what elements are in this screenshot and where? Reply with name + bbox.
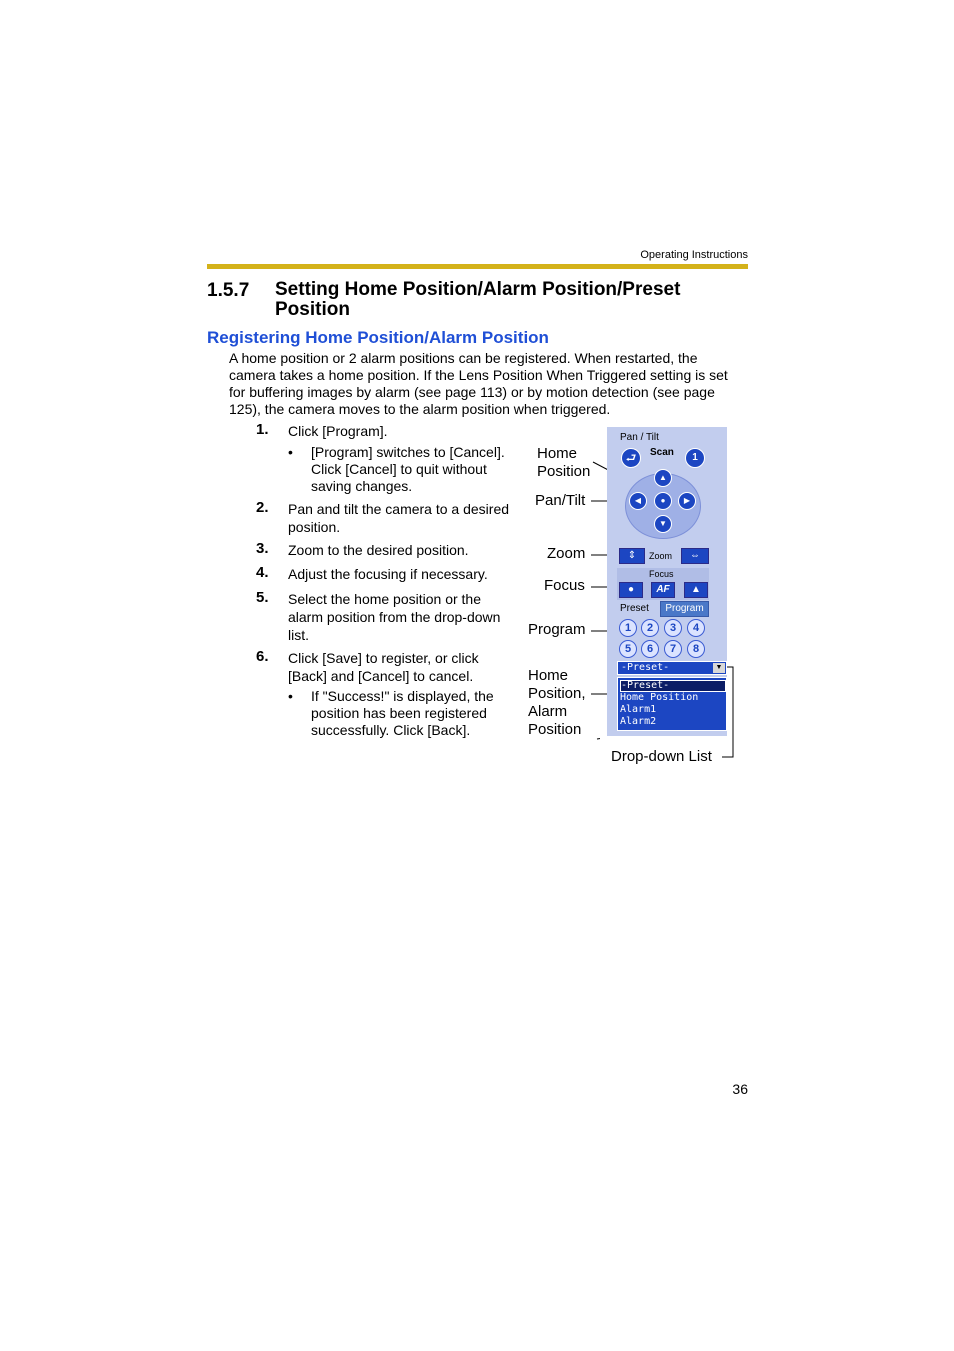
preset-2-button[interactable]: 2 xyxy=(641,619,659,637)
center-button[interactable] xyxy=(654,492,672,510)
zoom-tele-icon: ⇔ xyxy=(690,550,700,561)
callout-focus: Focus xyxy=(544,577,585,594)
bullet-text: If "Success!" is displayed, the position has been registered successfully. Click [Back]. xyxy=(311,688,494,738)
pan-tilt-label: Pan / Tilt xyxy=(620,432,659,443)
preset-5-button[interactable]: 5 xyxy=(619,640,637,658)
arrow-right-icon: ▶ xyxy=(683,496,691,505)
person-icon: ● xyxy=(627,584,635,595)
intro-paragraph: A home position or 2 alarm positions can be registered. When restarted, the camera takes a home position. If the Lens Position When Triggered setting is set for buffering images by alarm (see page 113) or by motion detection (see page 125), the camera moves to the alarm position when triggered. xyxy=(229,350,728,417)
dropdown-list xyxy=(617,677,727,731)
zoom-wide-button[interactable] xyxy=(619,548,645,564)
center-dot-icon: ● xyxy=(660,496,666,505)
zoom-wide-icon: ⇕ xyxy=(627,550,637,561)
return-arrow-icon: ⮐ xyxy=(625,451,637,465)
camera-control-panel xyxy=(607,427,727,739)
running-header: Operating Instructions xyxy=(640,249,748,261)
program-button[interactable]: Program xyxy=(660,601,709,617)
preset-6-button[interactable]: 6 xyxy=(641,640,659,658)
home-position-button[interactable] xyxy=(621,448,641,468)
zoom-tele-button[interactable] xyxy=(681,548,709,564)
bullet-mark: • xyxy=(288,688,293,704)
step-text: Select the home position or the alarm position from the drop-down list. xyxy=(288,591,501,643)
focus-label: Focus xyxy=(649,569,674,579)
preset-7-button[interactable]: 7 xyxy=(664,640,682,658)
callout-pan-tilt: Pan/Tilt xyxy=(535,492,586,509)
dropdown-arrow-icon[interactable]: ▼ xyxy=(713,663,725,673)
dropdown-selected-value: -Preset- xyxy=(621,662,670,673)
tilt-down-button[interactable] xyxy=(654,515,672,533)
dropdown-option[interactable]: -Preset- xyxy=(620,680,726,692)
step-number: 5. xyxy=(256,589,269,606)
step-text: Click [Program]. xyxy=(288,423,388,439)
focus-near-button[interactable] xyxy=(619,582,643,598)
arrow-down-icon: ▼ xyxy=(659,519,667,528)
scan-number-icon: 1 xyxy=(692,452,698,463)
callout-home-alarm-position: Home Position, Alarm Position xyxy=(528,667,586,738)
preset-8-button[interactable]: 8 xyxy=(687,640,705,658)
tilt-up-button[interactable] xyxy=(654,469,672,487)
section-number: 1.5.7 xyxy=(207,280,250,301)
callout-dropdown-list: Drop-down List xyxy=(611,748,712,765)
step-number: 4. xyxy=(256,564,269,581)
arrow-left-icon: ◀ xyxy=(634,496,642,505)
preset-4-button[interactable]: 4 xyxy=(687,619,705,637)
scan-label: Scan xyxy=(650,447,674,458)
focus-far-button[interactable] xyxy=(684,582,708,598)
preset-label: Preset xyxy=(620,603,649,614)
auto-focus-button[interactable]: AF xyxy=(651,582,675,598)
bullet-mark: • xyxy=(288,444,293,460)
dropdown-option[interactable]: Alarm1 xyxy=(620,704,657,715)
mountain-icon: ▲ xyxy=(691,584,701,595)
bullet-text: [Program] switches to [Cancel]. Click [Cancel] to quit without saving changes. xyxy=(311,444,505,494)
step-number: 2. xyxy=(256,499,269,516)
pan-left-button[interactable] xyxy=(629,492,647,510)
step-number: 3. xyxy=(256,540,269,557)
dropdown-option[interactable]: Home Position xyxy=(620,692,699,703)
step-number: 1. xyxy=(256,421,269,438)
pan-right-button[interactable] xyxy=(678,492,696,510)
preset-3-button[interactable]: 3 xyxy=(664,619,682,637)
panel-cut-mask xyxy=(600,736,730,746)
zoom-label: Zoom xyxy=(649,551,673,561)
scan-button[interactable] xyxy=(685,448,705,468)
callout-home-position: Home Position xyxy=(537,445,591,480)
step-text: Pan and tilt the camera to a desired position. xyxy=(288,501,510,535)
step-text: Zoom to the desired position. xyxy=(288,542,469,558)
section-title: Setting Home Position/Alarm Position/Preset Position xyxy=(275,279,681,320)
preset-dropdown[interactable] xyxy=(617,661,727,675)
preset-1-button[interactable]: 1 xyxy=(619,619,637,637)
step-number: 6. xyxy=(256,648,269,665)
callout-program: Program xyxy=(528,621,586,638)
step-text: Adjust the focusing if necessary. xyxy=(288,566,488,582)
dropdown-option[interactable]: Alarm2 xyxy=(620,716,657,727)
page-number: 36 xyxy=(732,1081,748,1097)
callout-zoom: Zoom xyxy=(547,545,586,562)
arrow-up-icon: ▲ xyxy=(659,473,667,482)
subheading: Registering Home Position/Alarm Position xyxy=(207,328,549,347)
step-text: Click [Save] to register, or click [Back] and [Cancel] to cancel. xyxy=(288,650,479,684)
